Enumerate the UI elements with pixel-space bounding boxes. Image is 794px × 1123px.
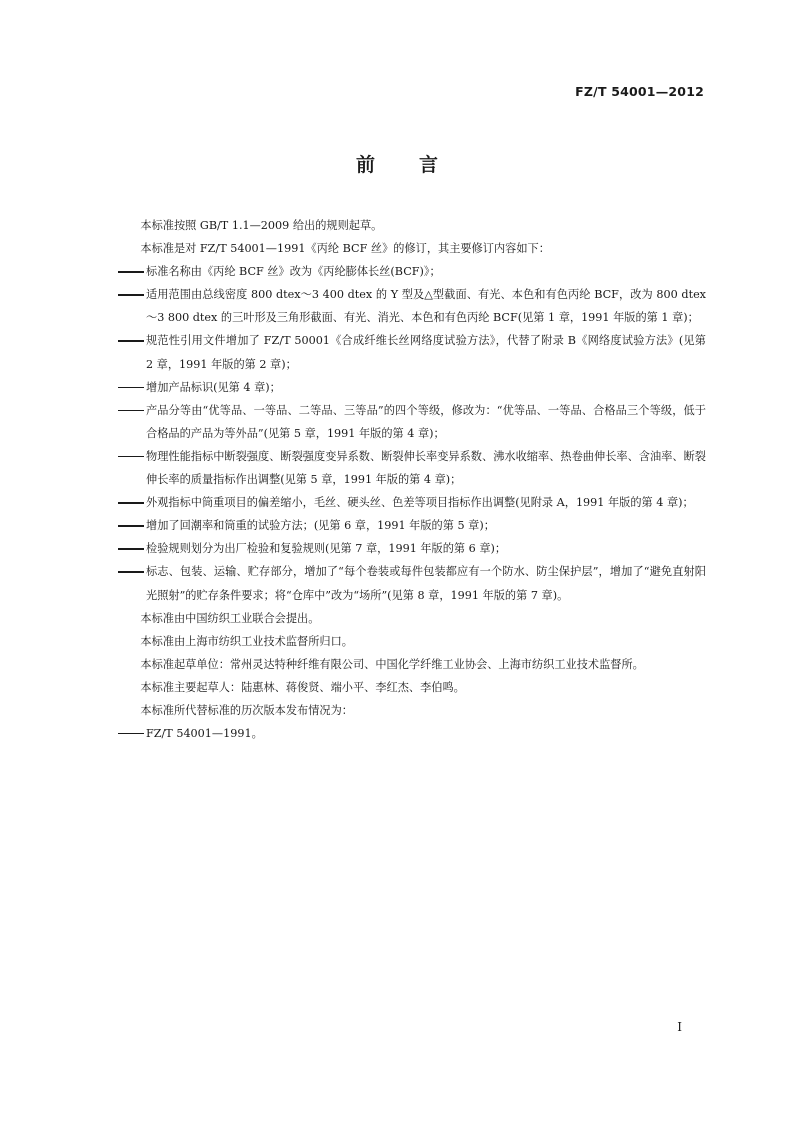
list-item-change	[118, 560, 706, 606]
paragraph-proposer: 本标准由中国纺织工业联合会提出。	[140, 611, 320, 625]
dash-mark	[118, 571, 144, 572]
standard-code: FZ/T 54001—2012	[575, 84, 704, 99]
change-text: 检验规则划分为出厂检验和复验规则(见第 7 章，1991 年版的第 6 章)；	[146, 542, 507, 556]
list-item-change	[118, 376, 706, 399]
change-text: 外观指标中筒重项目的偏差缩小，毛丝、硬头丝、色差等项目指标作出调整(见附录 A，1991 年版的第 4 章)；	[146, 496, 694, 510]
list-item-change	[118, 399, 706, 445]
dash-mark	[118, 340, 144, 341]
dash-mark	[118, 733, 144, 734]
dash-mark	[118, 387, 144, 388]
change-text: 增加产品标识(见第 4 章)；	[146, 380, 281, 394]
paragraph-administrator: 本标准由上海市纺织工业技术监督所归口。	[140, 634, 353, 648]
change-text: 产品分等由“优等品、一等品、二等品、三等品”的四个等级，修改为：“优等品、一等品、合格品三个等级，低于合格品的产品为等外品”(见第 5 章，1991 年版的第 4 章)；	[146, 403, 706, 440]
list-item-change	[118, 537, 706, 560]
paragraph-drafting-rule: 本标准按照 GB/T 1.1—2009 给出的规则起草。	[140, 219, 383, 232]
list-item-change	[118, 329, 706, 375]
dash-mark	[118, 294, 144, 295]
change-text: 物理性能指标中断裂强度、断裂强度变异系数、断裂伸长率变异系数、沸水收缩率、热卷曲伸长率、含油率、断裂伸长率的质量指标作出调整(见第 5 章，1991 年版的第 4 章)；	[146, 449, 706, 487]
dash-mark	[118, 410, 144, 411]
dash-mark	[118, 456, 144, 457]
paragraph-drafters: 本标准主要起草人：陆惠林、蒋俊贤、端小平、李红杰、李伯鸣。	[140, 680, 465, 694]
paragraph-revision-summary: 本标准是对 FZ/T 54001—1991《丙纶 BCF 丝》的修订，其主要修订内容如下：	[140, 242, 550, 256]
list-item-change	[118, 283, 706, 329]
foreword-body	[118, 214, 706, 745]
change-text: 标准名称由《丙纶 BCF 丝》改为《丙纶膨体长丝(BCF)》；	[146, 265, 441, 279]
page-number: I	[677, 1020, 682, 1034]
page-title: 前言	[355, 154, 482, 176]
change-text: 规范性引用文件增加了 FZ/T 50001《合成纤维长丝网络度试验方法》，代替了附录 B《网络度试验方法》(见第 2 章，1991 年版的第 2 章)；	[146, 334, 706, 371]
dash-mark	[118, 525, 144, 526]
history-text: FZ/T 54001—1991。	[146, 727, 263, 741]
dash-mark	[118, 548, 144, 549]
list-item-change	[118, 445, 706, 491]
change-text: 标志、包装、运输、贮存部分，增加了“每个卷装或每件包装都应有一个防水、防尘保护层”，增加了“避免直射阳光照射”的贮存条件要求；将“仓库中”改为“场所”(见第 8 章，1991 年版的第 7 章)。	[146, 565, 706, 602]
list-item-change	[118, 260, 706, 283]
list-item-history	[118, 722, 706, 745]
paragraph-drafting-units: 本标准起草单位：常州灵达特种纤维有限公司、中国化学纤维工业协会、上海市纺织工业技术监督所。	[140, 657, 644, 671]
dash-mark	[118, 271, 144, 272]
change-text: 增加了回潮率和筒重的试验方法；(见第 6 章，1991 年版的第 5 章)；	[146, 519, 495, 533]
paragraph-history-intro: 本标准所代替标准的历次版本发布情况为：	[140, 703, 353, 717]
list-item-change	[118, 514, 706, 537]
list-item-change	[118, 491, 706, 514]
dash-mark	[118, 502, 144, 503]
change-text: 适用范围由总线密度 800 dtex～3 400 dtex 的 Y 型及△型截面、有光、本色和有色丙纶 BCF，改为 800 dtex～3 800 dtex 的三叶形及三角形截面、有光、消光、本色和有色丙纶 BCF(见第 1 章，1991 年版的第 1 章)；	[146, 288, 706, 325]
